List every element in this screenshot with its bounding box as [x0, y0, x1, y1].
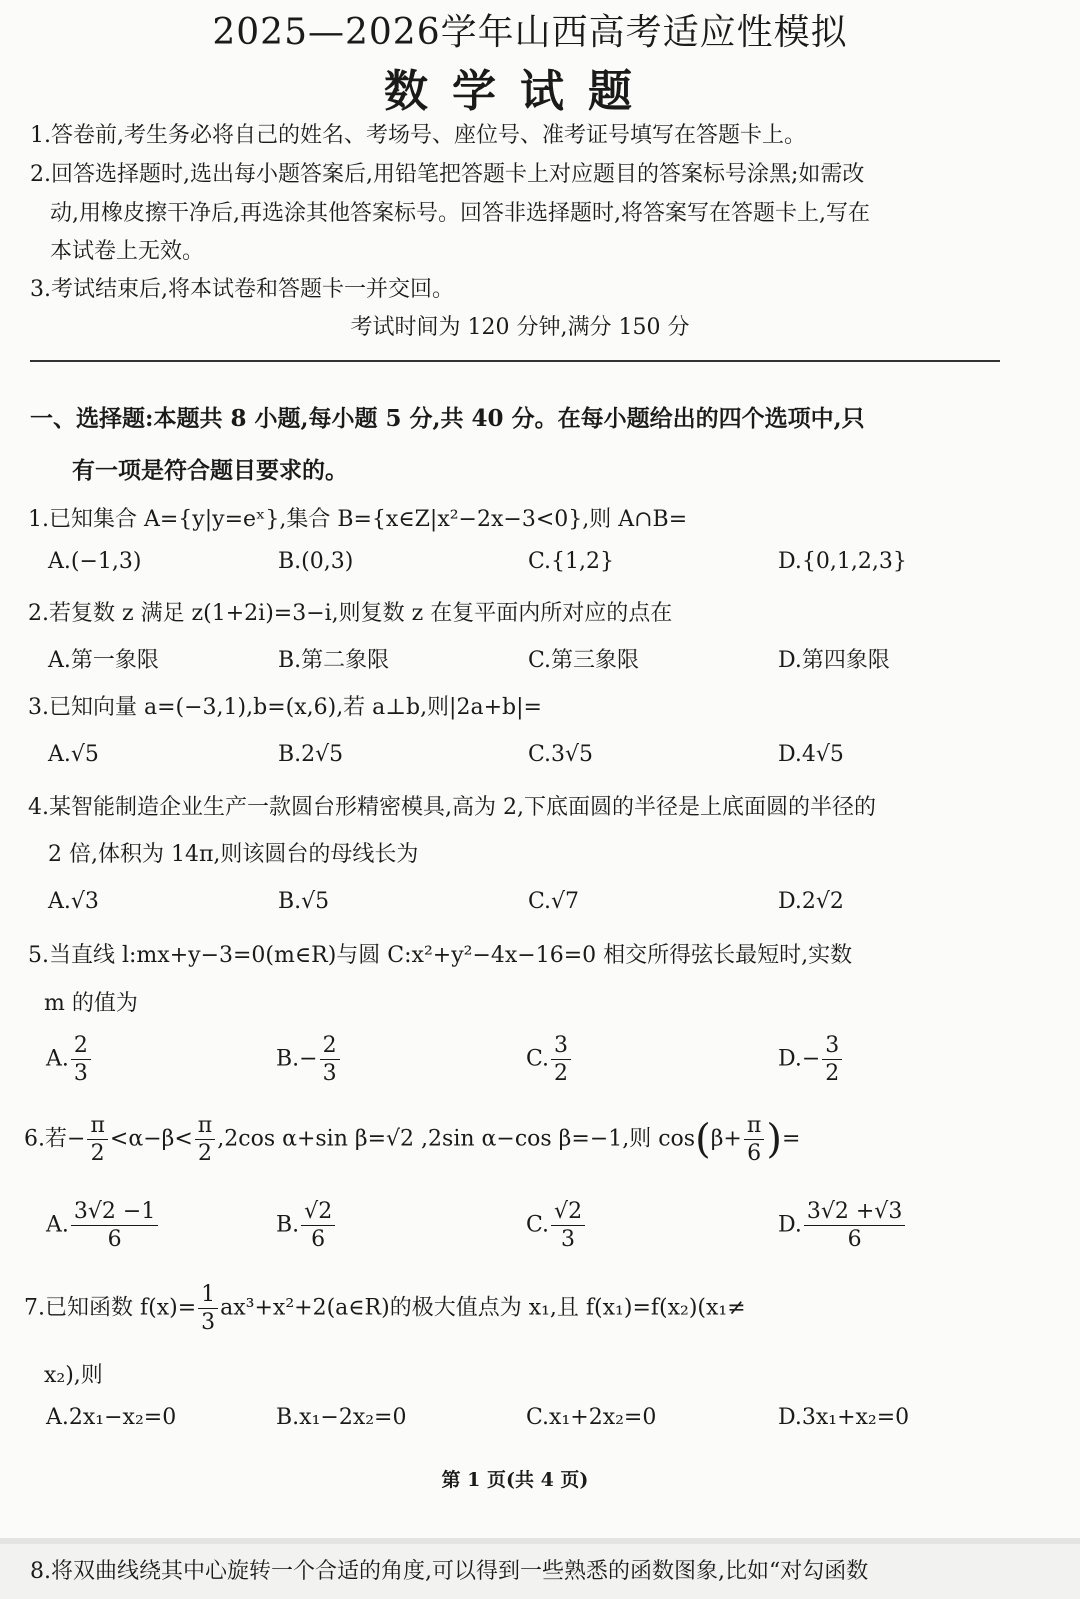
q5-option-d-prefix: D.− [778, 1046, 821, 1072]
divider-line [30, 360, 1000, 362]
q6-option-b-denominator: 6 [311, 1227, 326, 1253]
q7-option-a: A.2x₁−x₂=0 [46, 1405, 177, 1430]
q5-option-c-fraction [551, 1034, 571, 1085]
q5-option-a-numerator: 2 [71, 1034, 91, 1060]
q4-option-a: A.√3 [48, 889, 99, 914]
q2-option-a: A.第一象限 [48, 648, 159, 673]
q5-option-a-prefix: A. [46, 1046, 69, 1072]
instruction-line-5: 3.考试结束后,将本试卷和答题卡一并交回。 [30, 277, 454, 302]
q5-option-a [46, 1034, 93, 1085]
q6-option-d [778, 1200, 907, 1251]
q7-fraction [198, 1283, 218, 1334]
q7-lead: 7.已知函数 f(x)= [24, 1295, 197, 1321]
question-4-stem-line-2: 2 倍,体积为 14π,则该圆台的母线长为 [48, 842, 419, 867]
q6-option-d-prefix: D. [778, 1212, 802, 1238]
q6-lead: 6.若− [24, 1126, 86, 1152]
q6-option-a-denominator: 6 [107, 1227, 122, 1253]
q7-fraction-num: 1 [198, 1283, 218, 1309]
q6-option-a [46, 1200, 160, 1251]
q5-option-b-prefix: B.− [276, 1046, 318, 1072]
q6-fraction-arg [744, 1114, 764, 1165]
q6-option-b [276, 1200, 337, 1251]
q6-option-c-denominator: 3 [561, 1227, 576, 1253]
q7-option-b: B.x₁−2x₂=0 [276, 1405, 407, 1430]
q6-fraction-left [87, 1114, 107, 1165]
q7-rest: ax³+x²+2(a∈R)的极大值点为 x₁,且 f(x₁)=f(x₂)(x₁≠ [220, 1295, 746, 1321]
exam-time: 考试时间为 120 分钟,满分 150 分 [350, 315, 690, 340]
page-footer: 第 1 页(共 4 页) [441, 1469, 589, 1491]
exam-title: 2025—2026学年山西高考适应性模拟 [212, 12, 848, 53]
section-heading-line-1: 一、选择题:本题共 8 小题,每小题 5 分,共 40 分。在每小题给出的四个选项中,只 [30, 405, 865, 432]
question-4-stem-line-1: 4.某智能制造企业生产一款圆台形精密模具,高为 2,下底面圆的半径是上底面圆的半径的 [28, 795, 876, 820]
q3-option-a: A.√5 [48, 742, 99, 767]
q6-fraction-right-num: π [195, 1114, 215, 1140]
q1-option-b: B.(0,3) [278, 549, 354, 574]
q1-option-d: D.{0,1,2,3} [778, 549, 907, 574]
q6-option-c-fraction [551, 1200, 585, 1251]
q7-fraction-den: 3 [201, 1310, 216, 1336]
q6-conditions: ,2cos α+sin β=√2 ,2sin α−cos β=−1,则 cos [217, 1126, 696, 1152]
q1-option-a: A.(−1,3) [48, 549, 142, 574]
subject-title: 数学试题 [384, 66, 656, 117]
q6-option-c [526, 1200, 587, 1251]
instruction-line-3: 动,用橡皮擦干净后,再选涂其他答案标号。回答非选择题时,将答案写在答题卡上,写在 [50, 201, 870, 226]
q7-option-d: D.3x₁+x₂=0 [778, 1405, 910, 1430]
q6-option-a-fraction [71, 1200, 158, 1251]
q5-option-d-denominator: 2 [825, 1061, 840, 1087]
q7-option-c: C.x₁+2x₂=0 [526, 1405, 657, 1430]
q6-fraction-right-den: 2 [198, 1141, 213, 1167]
q6-fraction-arg-den: 6 [747, 1141, 762, 1167]
q6-fraction-left-num: π [87, 1114, 107, 1140]
question-7-stem-line-1 [24, 1283, 746, 1334]
q6-fraction-arg-num: π [744, 1114, 764, 1140]
question-8-partial: 8.将双曲线绕其中心旋转一个合适的角度,可以得到一些熟悉的函数图象,比如“对勾函数 [30, 1559, 869, 1584]
q6-option-b-prefix: B. [276, 1212, 300, 1238]
question-3-stem: 3.已知向量 a=(−3,1),b=(x,6),若 a⊥b,则|2a+b|= [28, 695, 542, 720]
q2-option-d: D.第四象限 [778, 648, 890, 673]
question-2-stem: 2.若复数 z 满足 z(1+2i)=3−i,则复数 z 在复平面内所对应的点在 [28, 601, 673, 626]
q5-option-d [778, 1034, 844, 1085]
q4-option-d: D.2√2 [778, 889, 844, 914]
q1-option-c: C.{1,2} [528, 549, 615, 574]
q6-fraction-right [195, 1114, 215, 1165]
q6-option-d-numerator: 3√2 +√3 [804, 1200, 905, 1226]
q5-option-b-denominator: 3 [322, 1061, 337, 1087]
q6-option-c-numerator: √2 [551, 1200, 585, 1226]
instruction-line-1: 1.答卷前,考生务必将自己的姓名、考场号、座位号、准考证号填写在答题卡上。 [30, 123, 806, 148]
q6-tail: = [781, 1126, 801, 1152]
question-1-stem: 1.已知集合 A={y|y=eˣ},集合 B={x∈Z|x²−2x−3<0},则 A∩B= [28, 507, 688, 532]
section-heading-line-2: 有一项是符合题目要求的。 [72, 457, 348, 484]
q6-option-b-fraction [301, 1200, 335, 1251]
q5-option-b [276, 1034, 342, 1085]
q5-option-c-prefix: C. [526, 1046, 550, 1072]
question-7-stem-line-2: x₂),则 [44, 1363, 103, 1388]
q6-left-paren: ( [695, 1116, 711, 1163]
q6-option-d-denominator: 6 [847, 1227, 862, 1253]
q5-option-c [526, 1034, 573, 1085]
q5-option-c-denominator: 2 [554, 1061, 569, 1087]
q6-option-b-numerator: √2 [301, 1200, 335, 1226]
q5-option-d-fraction [822, 1034, 842, 1085]
q6-middle: <α−β< [109, 1126, 193, 1152]
q2-option-c: C.第三象限 [528, 648, 640, 673]
q5-option-a-fraction [71, 1034, 91, 1085]
q4-option-c: C.√7 [528, 889, 580, 914]
next-page-strip [0, 1538, 1080, 1599]
q6-argument: β+ [710, 1126, 742, 1152]
q5-option-c-numerator: 3 [551, 1034, 571, 1060]
q4-option-b: B.√5 [278, 889, 330, 914]
q3-option-b: B.2√5 [278, 742, 344, 767]
q5-option-d-numerator: 3 [822, 1034, 842, 1060]
q2-option-b: B.第二象限 [278, 648, 390, 673]
q6-option-d-fraction [804, 1200, 905, 1251]
instruction-line-2: 2.回答选择题时,选出每小题答案后,用铅笔把答题卡上对应题目的答案标号涂黑;如需改 [30, 162, 865, 187]
q6-option-a-prefix: A. [46, 1212, 69, 1238]
q6-option-c-prefix: C. [526, 1212, 550, 1238]
instruction-line-4: 本试卷上无效。 [50, 239, 205, 264]
q6-fraction-left-den: 2 [90, 1141, 105, 1167]
question-5-stem-line-1: 5.当直线 l:mx+y−3=0(m∈R)与圆 C:x²+y²−4x−16=0 相交所得弦长最短时,实数 [28, 943, 853, 968]
q3-option-d: D.4√5 [778, 742, 844, 767]
q5-option-b-numerator: 2 [320, 1034, 340, 1060]
q5-option-a-denominator: 3 [73, 1061, 88, 1087]
q6-right-paren: ) [766, 1116, 782, 1163]
q5-option-b-fraction [320, 1034, 340, 1085]
question-5-stem-line-2: m 的值为 [44, 991, 138, 1016]
question-6-stem [24, 1114, 800, 1165]
q6-option-a-numerator: 3√2 −1 [71, 1200, 158, 1226]
q3-option-c: C.3√5 [528, 742, 594, 767]
